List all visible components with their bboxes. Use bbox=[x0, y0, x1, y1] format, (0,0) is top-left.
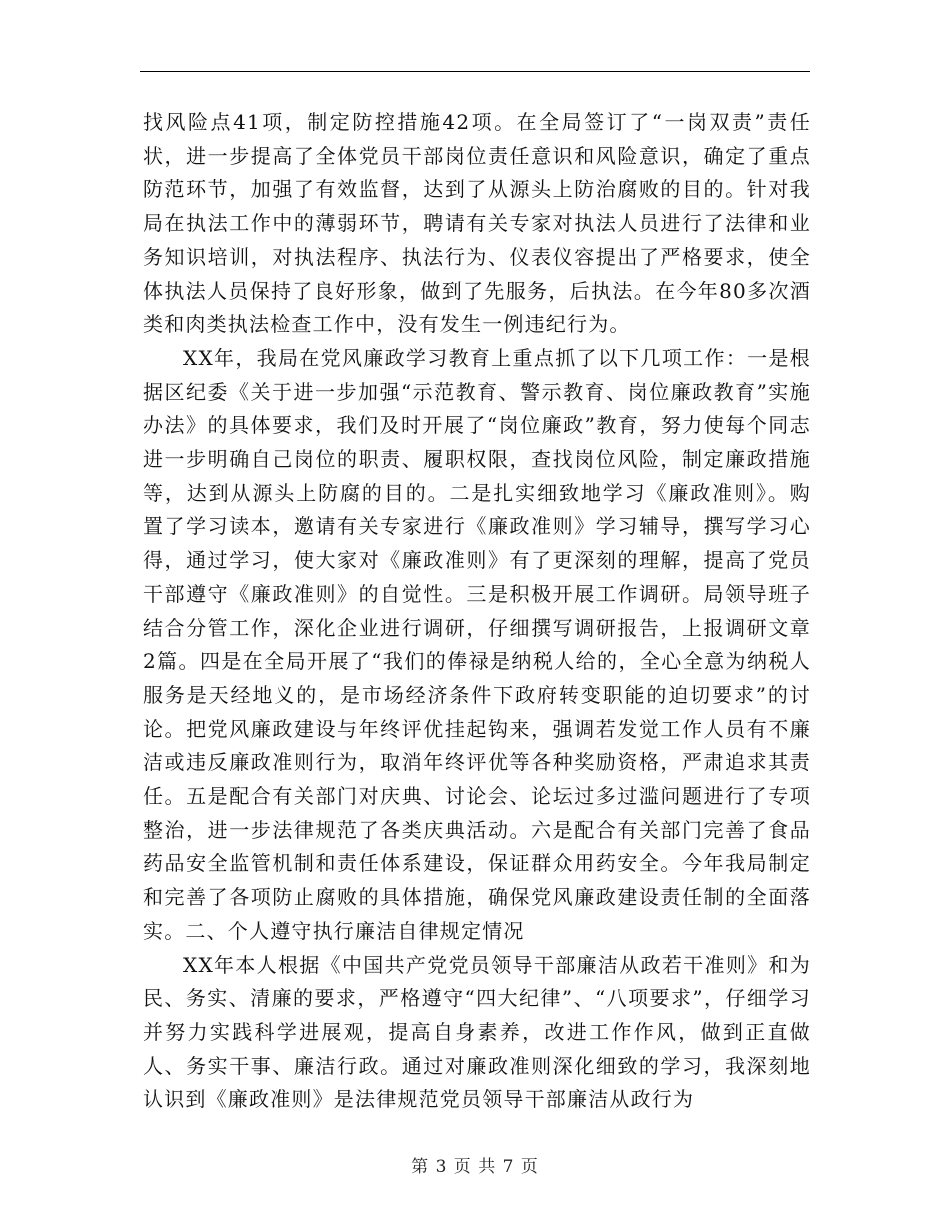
paragraph-study-education: XX年，我局在党风廉政学习教育上重点抓了以下几项工作：一是根据区纪委《关于进一步加强“示范教育、警示教育、岗位廉政教育”实施办法》的具体要求，我们及时开展了“岗位廉政”教育，努力使每个同志进一步明确自己岗位的职责、履职权限，查找岗位风险，制定廉政措施等，达到从源头上防腐的目的。二是扎实细致地学习《廉政准则》。购置了学习读本，邀请有关专家进行《廉政准则》学习辅导，撰写学习心得，通过学习，使大家对《廉政准则》有了更深刻的理解，提高了党员干部遵守《廉政准则》的自觉性。三是积极开展工作调研。局领导班子结合分管工作，深化企业进行调研，仔细撰写调研报告，上报调研文章2篇。四是在全局开展了“我们的俸禄是纳税人给的，全心全意为纳税人服务是天经地义的，是市场经济条件下政府转变职能的迫切要求”的讨论。把党风廉政建设与年终评优挂起钩来，强调若发觉工作人员有不廉洁或违反廉政准则行为，取消年终评优等各种奖励资格，严肃追求其责任。五是配合有关部门对庆典、讨论会、论坛过多过滥问题进行了专项整治，进一步法律规范了各类庆典活动。六是配合有关部门完善了食品药品安全监管机制和责任体系建设，保证群众用药安全。今年我局制定和完善了各项防止腐败的具体措施，确保党风廉政建设责任制的全面落实。二、个人遵守执行廉洁自律规定情况 bbox=[143, 345, 811, 943]
document-body bbox=[143, 106, 811, 1117]
paragraph-continuation: 找风险点41项，制定防控措施42项。在全局签订了“一岗双责”责任状，进一步提高了全体党员干部岗位责任意识和风险意识，确定了重点防范环节，加强了有效监督，达到了从源头上防治腐败的目的。针对我局在执法工作中的薄弱环节，聘请有关专家对执法人员进行了法律和业务知识培训，对执法程序、执法行为、仪表仪容提出了严格要求，使全体执法人员保持了良好形象，做到了先服务，后执法。在今年80多次酒类和肉类执法检查工作中，没有发生一例违纪行为。 bbox=[143, 110, 811, 337]
header-rule bbox=[140, 71, 810, 72]
page-number-footer: 第 3 页 共 7 页 bbox=[411, 1157, 539, 1177]
paragraph-personal-discipline: XX年本人根据《中国共产党党员领导干部廉洁从政若干准则》和为民、务实、清廉的要求，严格遵守“四大纪律”、“八项要求”，仔细学习并努力实践科学进展观，提高自身素养，改进工作作风，做到正直做人、务实干事、廉洁行政。通过对廉政准则深化细致的学习，我深刻地认识到《廉政准则》是法律规范党员领导干部廉洁从政行为 bbox=[143, 952, 811, 1112]
